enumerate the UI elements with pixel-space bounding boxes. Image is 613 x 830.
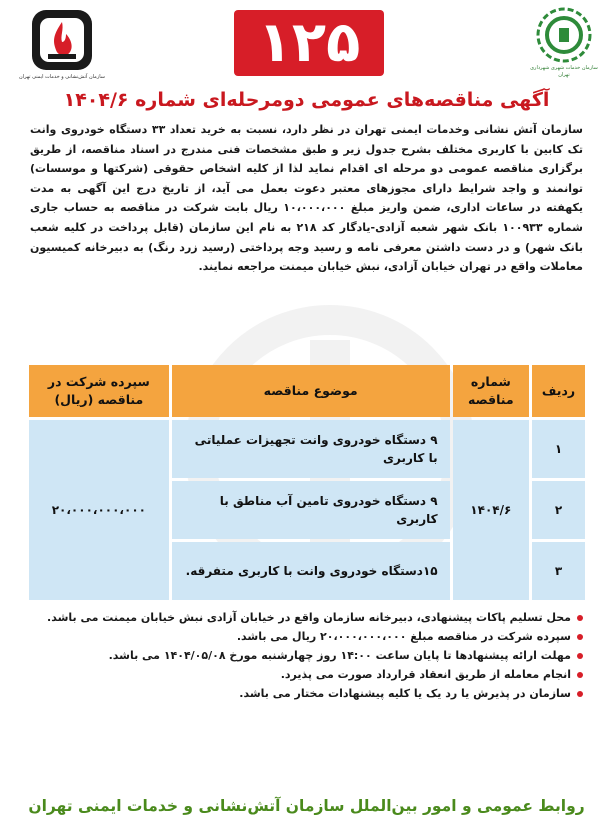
tender-subject-cell: ۹ دستگاه خودروی وانت تجهیزات عملیاتی با کاربری xyxy=(172,420,450,478)
tender-table xyxy=(26,362,588,603)
list-item: سازمان در پذیرش یا رد یک یا کلیه پیشنهادات مختار می باشد. xyxy=(30,684,583,703)
tender-number-cell: ۱۴۰۴/۶ xyxy=(453,420,529,600)
header-deposit: سپرده شرکت در مناقصه (ریال) xyxy=(29,365,169,417)
header-tender-subject: موضوع مناقصه xyxy=(172,365,450,417)
left-logo-caption: سازمان آتش‌نشانی و خدمات ایمنی تهران xyxy=(19,74,105,80)
bullet-dot-icon xyxy=(577,653,583,659)
table-row xyxy=(29,420,585,478)
bullet-dot-icon xyxy=(577,672,583,678)
ad-footer: روابط عمومی و امور بین‌الملل سازمان آتش‌نشانی و خدمات ایمنی تهران xyxy=(28,797,585,815)
list-item: مهلت ارائه پیشنهادها تا پایان ساعت ۱۴:۰۰ روز چهارشنبه مورخ ۱۴۰۴/۰۵/۰۸ می باشد. xyxy=(30,646,583,665)
header-tender-number: شماره مناقصه xyxy=(453,365,529,417)
organization-name: سازمان آتش نشانی وخدمات ایمنی تهران xyxy=(354,123,583,136)
list-item: محل تسلیم پاکات پیشنهادی، دبیرخانه سازمان واقع در خیابان آزادی نبش خیابان میمنت می باشد. xyxy=(30,608,583,627)
header-row-index: ردیف xyxy=(532,365,585,417)
row-index-cell: ۲ xyxy=(532,481,585,539)
row-index-cell: ۱ xyxy=(532,420,585,478)
row-index-cell: ۳ xyxy=(532,542,585,600)
list-item: سپرده شرکت در مناقصه مبلغ ۲۰،۰۰۰،۰۰۰،۰۰۰ ریال می باشد. xyxy=(30,627,583,646)
deposit-cell: ۲۰،۰۰۰،۰۰۰،۰۰۰ xyxy=(29,420,169,600)
ad-number-badge: ۱۲۵ xyxy=(234,10,384,76)
bullet-dot-icon xyxy=(577,691,583,697)
bullet-dot-icon xyxy=(577,615,583,621)
municipal-services-emblem-icon xyxy=(535,6,593,64)
bullet-dot-icon xyxy=(577,634,583,640)
municipal-services-logo xyxy=(529,6,599,96)
ad-title: آگهی مناقصه‌های عمومی دومرحله‌ای شماره ۱۴۰۴/۶ xyxy=(63,89,550,111)
tender-subject-cell: ۹ دستگاه خودروی تامین آب مناطق با کاربری xyxy=(172,481,450,539)
tender-subject-cell: ۱۵دستگاه خودروی وانت با کاربری متفرقه. xyxy=(172,542,450,600)
intro-text: در نظر دارد، نسبت به خرید تعداد ۳۳ دستگاه خودروی وانت تک کابین با کاربری مختلف بشرح جدول زیر و طبق مشخصات فنی مندرج در اسناد مناقصه، از طریق برگزاری مناقصه عمومی دو مرحله ای اقدام نماید لذا از کلیه اشخاص حقوقی (شرکتها و موسسات) توانمند و واجد شرایط دارای مجوزهای معتبر دعوت بعمل می آید، از تاریخ درج این آگهی به مدت یکهفته در ساعات اداری، ضمن واریز مبلغ ۱۰،۰۰۰،۰۰۰ ریال بابت شرکت در مناقصه به حساب جاری شماره ۱۰۰۹۳۳ بانک شهر شعبه آزادی-یادگار کد ۲۱۸ به نام این سازمان (قابل پرداخت در کلیه شعب بانک شهر) و در دست داشتن معرفی نامه و رسید وجه پرداختی (رسید زرد رنگ) به دبیرخانه کمیسیون معاملات واقع در تهران خیابان آزادی، نبش خیابان میمنت مراجعه نمایند. xyxy=(30,123,583,274)
fire-department-logo xyxy=(14,8,110,98)
ad-header xyxy=(0,0,613,118)
right-logo-caption: سازمان خدمات شهری شهرداری تهران xyxy=(530,65,598,78)
table-header-row xyxy=(29,365,585,417)
fire-department-emblem-icon xyxy=(30,8,94,72)
intro-paragraph xyxy=(30,120,583,358)
conditions-list xyxy=(30,608,583,703)
list-item: انجام معامله از طریق انعقاد قرارداد صورت می پذیرد. xyxy=(30,665,583,684)
